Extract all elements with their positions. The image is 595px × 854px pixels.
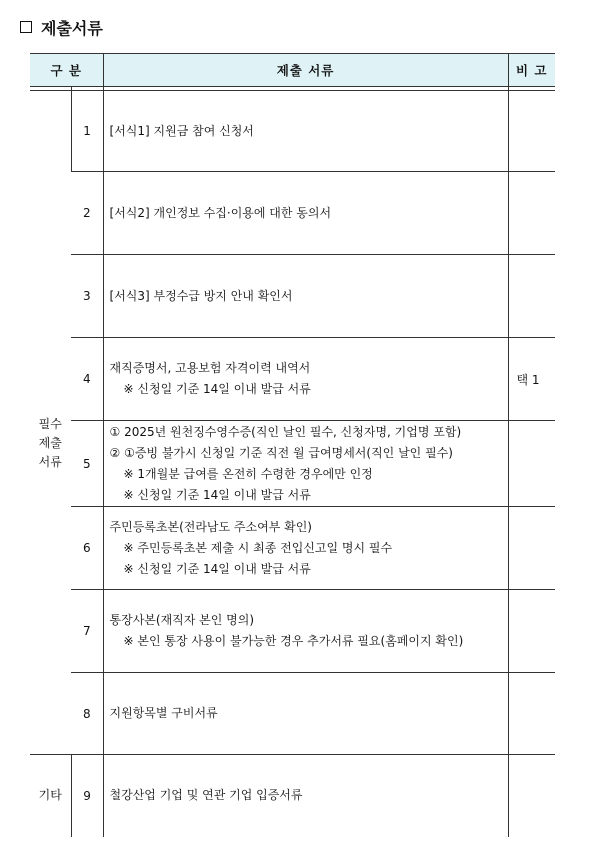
row-remark (508, 255, 555, 338)
row-number: 6 (71, 507, 103, 590)
document-subline: ② ①증빙 불가시 신청일 기준 직전 월 급여명세서(직인 날인 필수) (109, 445, 453, 460)
row-number: 9 (71, 755, 103, 837)
row-remark (508, 172, 555, 255)
document-subline: ※ 신청일 기준 14일 이내 발급 서류 (123, 561, 311, 576)
document-line: 지원항목별 구비서류 (109, 706, 218, 720)
row-number: 4 (71, 338, 103, 421)
row-remark (508, 673, 555, 755)
document-line: 철강산업 기업 및 연관 기업 입증서류 (109, 788, 303, 803)
row-remark (508, 507, 555, 590)
header-category: 구 분 (30, 54, 103, 87)
table-row (30, 507, 555, 590)
row-number: 3 (71, 255, 103, 338)
document-line: [서식2] 개인정보 수집·이용에 대한 동의서 (109, 205, 332, 220)
table-row (30, 590, 555, 673)
document-subline: ※ 신청일 기준 14일 이내 발급 서류 (123, 487, 311, 502)
document-line: 통장사본(재직자 본인 명의) (109, 613, 255, 627)
row-remark (508, 590, 555, 673)
document-subline: ※ 1개월분 급여를 온전히 수령한 경우에만 인정 (123, 466, 373, 481)
document-description (103, 590, 508, 673)
row-number: 5 (71, 421, 103, 507)
document-description (103, 673, 508, 755)
document-description (103, 91, 508, 172)
row-remark (508, 421, 555, 507)
table-row (30, 673, 555, 755)
document-line: ① 2025년 원천징수영수증(직인 날인 필수, 신청자명, 기업명 포함) (109, 424, 462, 439)
table-header-row (30, 54, 555, 87)
row-remark (508, 91, 555, 172)
row-number: 1 (71, 91, 103, 172)
document-description (103, 755, 508, 837)
documents-table (30, 53, 555, 837)
table-row (30, 421, 555, 507)
document-subline: ※ 주민등록초본 제출 시 최종 전입신고일 명시 필수 (123, 540, 393, 555)
document-subline: ※ 본인 통장 사용이 불가능한 경우 추가서류 필요(홈페이지 확인) (123, 634, 464, 648)
row-number: 2 (71, 172, 103, 255)
document-line: 주민등록초본(전라남도 주소여부 확인) (109, 519, 312, 534)
document-line: [서식3] 부정수급 방지 안내 확인서 (109, 288, 293, 303)
section-title-text: 제출서류 (41, 18, 103, 38)
section-title (20, 14, 103, 40)
table-row (30, 338, 555, 421)
document-description (103, 338, 508, 421)
document-line: [서식1] 지원금 참여 신청서 (109, 123, 254, 138)
document-description (103, 172, 508, 255)
header-documents: 제출 서류 (103, 54, 508, 87)
category-required: 필수 제출 서류 (30, 91, 71, 755)
table-row (30, 172, 555, 255)
table-row (30, 755, 555, 837)
row-remark: 택 1 (508, 338, 555, 421)
document-line: 재직증명서, 고용보험 자격이력 내역서 (109, 361, 311, 375)
document-description (103, 255, 508, 338)
table-row (30, 91, 555, 172)
document-description (103, 507, 508, 590)
row-remark (508, 755, 555, 837)
category-other: 기타 (38, 788, 62, 803)
row-number: 7 (71, 590, 103, 673)
document-description (103, 421, 508, 507)
document-subline: ※ 신청일 기준 14일 이내 발급 서류 (123, 382, 311, 396)
header-remarks: 비 고 (508, 54, 555, 87)
table-row (30, 255, 555, 338)
row-number: 8 (71, 673, 103, 755)
checkbox-square-icon (20, 21, 32, 33)
